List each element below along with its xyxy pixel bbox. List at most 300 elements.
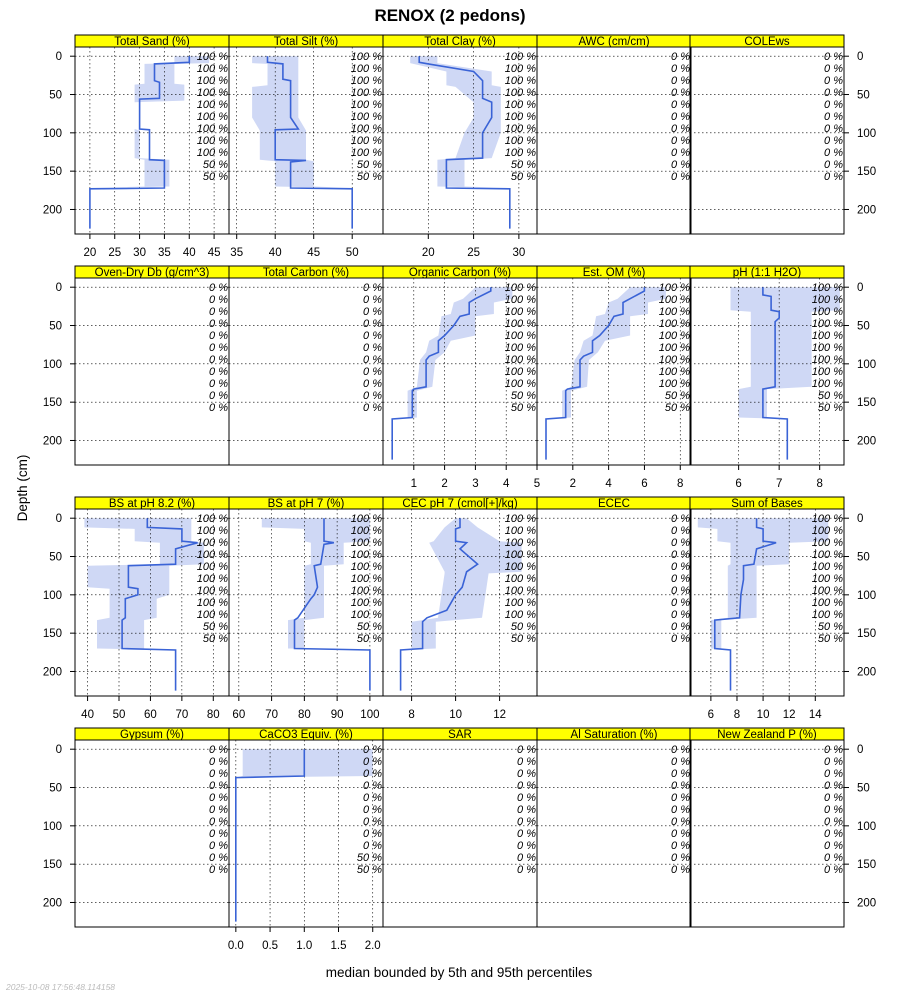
data-coverage-label: 50 % bbox=[664, 389, 690, 402]
data-coverage-label: 100 % bbox=[811, 282, 843, 295]
panel-frame bbox=[537, 740, 691, 927]
x-tick-label: 60 bbox=[144, 709, 157, 721]
panel-7 bbox=[229, 266, 383, 465]
x-tick-label: 30 bbox=[512, 247, 526, 259]
data-coverage-label: 50 % bbox=[817, 632, 843, 645]
y-tick-label: 200 bbox=[857, 435, 877, 448]
y-tick-label: 0 bbox=[857, 51, 864, 64]
panel-strip-label: Gypsum (%) bbox=[120, 729, 184, 741]
data-coverage-label: 0 % bbox=[824, 158, 843, 171]
panel-strip-label: Total Carbon (%) bbox=[262, 267, 350, 279]
data-coverage-label: 100 % bbox=[196, 525, 228, 538]
data-coverage-label: 100 % bbox=[658, 341, 690, 354]
data-coverage-label: 0 % bbox=[209, 744, 228, 757]
data-coverage-label: 0 % bbox=[517, 756, 536, 769]
data-coverage-label: 100 % bbox=[350, 51, 382, 64]
x-tick-label: 10 bbox=[756, 709, 770, 721]
y-tick-label: 200 bbox=[42, 435, 62, 448]
x-tick-label: 35 bbox=[230, 247, 244, 259]
y-tick-label: 200 bbox=[42, 204, 62, 217]
panel-strip-label: Est. OM (%) bbox=[582, 267, 646, 279]
panel-frame bbox=[75, 740, 229, 927]
data-coverage-label: 0 % bbox=[824, 851, 843, 864]
x-tick-label: 8 bbox=[733, 709, 741, 721]
panel-18 bbox=[383, 728, 537, 927]
y-tick-label: 150 bbox=[42, 628, 62, 641]
percentile-band bbox=[546, 287, 666, 459]
y-tick-label: 200 bbox=[857, 666, 877, 679]
panel-frame bbox=[229, 278, 383, 465]
panel-15 bbox=[690, 497, 876, 721]
data-coverage-label: 100 % bbox=[658, 365, 690, 378]
data-coverage-label: 100 % bbox=[504, 87, 536, 100]
data-coverage-label: 100 % bbox=[504, 537, 536, 550]
data-coverage-label: 100 % bbox=[350, 525, 382, 538]
data-coverage-label: 0 % bbox=[209, 330, 228, 343]
data-coverage-label: 100 % bbox=[811, 537, 843, 550]
panel-frame bbox=[537, 509, 691, 696]
data-coverage-label: 100 % bbox=[350, 513, 382, 526]
data-coverage-label: 100 % bbox=[658, 377, 690, 390]
timestamp: 2025-10-08 17:56:48.114158 bbox=[6, 982, 116, 992]
x-tick-label: 80 bbox=[297, 709, 311, 721]
data-coverage-label: 100 % bbox=[504, 365, 536, 378]
y-tick-label: 50 bbox=[49, 320, 62, 333]
data-coverage-label: 0 % bbox=[671, 756, 690, 769]
data-coverage-label: 100 % bbox=[196, 596, 228, 609]
data-coverage-label: 0 % bbox=[824, 744, 843, 757]
data-coverage-label: 100 % bbox=[350, 561, 382, 574]
data-coverage-label: 100 % bbox=[811, 330, 843, 343]
data-coverage-label: 100 % bbox=[504, 525, 536, 538]
panel-5 bbox=[690, 35, 876, 234]
data-coverage-label: 0 % bbox=[363, 365, 382, 378]
data-coverage-label: 0 % bbox=[671, 87, 690, 100]
data-coverage-label: 100 % bbox=[658, 282, 690, 295]
data-coverage-label: 0 % bbox=[363, 780, 382, 793]
data-coverage-label: 0 % bbox=[209, 827, 228, 840]
data-coverage-label: 100 % bbox=[196, 561, 228, 574]
data-coverage-label: 50 % bbox=[510, 158, 536, 171]
data-coverage-label: 0 % bbox=[517, 744, 536, 757]
data-coverage-label: 100 % bbox=[504, 353, 536, 366]
panel-12 bbox=[229, 497, 383, 721]
data-coverage-label: 100 % bbox=[196, 572, 228, 585]
data-coverage-label: 100 % bbox=[350, 99, 382, 112]
x-tick-label: 3 bbox=[472, 478, 479, 490]
data-coverage-label: 100 % bbox=[196, 584, 228, 597]
data-coverage-label: 100 % bbox=[811, 525, 843, 538]
data-coverage-label: 100 % bbox=[350, 110, 382, 123]
x-tick-label: 0.0 bbox=[227, 940, 244, 952]
y-tick-label: 200 bbox=[42, 666, 62, 679]
data-coverage-label: 50 % bbox=[356, 620, 382, 633]
data-coverage-label: 0 % bbox=[209, 780, 228, 793]
panel-strip-label: BS at pH 8.2 (%) bbox=[108, 498, 196, 510]
data-coverage-label: 0 % bbox=[671, 63, 690, 76]
data-coverage-label: 100 % bbox=[350, 537, 382, 550]
x-tick-label: 20 bbox=[421, 247, 435, 259]
data-coverage-label: 0 % bbox=[209, 365, 228, 378]
data-coverage-label: 0 % bbox=[209, 768, 228, 781]
x-tick-label: 10 bbox=[449, 709, 462, 721]
data-coverage-label: 0 % bbox=[209, 294, 228, 307]
data-coverage-label: 0 % bbox=[209, 377, 228, 390]
data-coverage-label: 0 % bbox=[517, 792, 536, 805]
x-tick-label: 8 bbox=[408, 709, 415, 721]
x-tick-label: 80 bbox=[206, 709, 220, 721]
data-coverage-label: 0 % bbox=[824, 99, 843, 112]
x-tick-label: 25 bbox=[467, 247, 480, 259]
data-coverage-label: 50 % bbox=[356, 851, 382, 864]
y-tick-label: 100 bbox=[42, 358, 62, 371]
data-coverage-label: 0 % bbox=[671, 620, 690, 633]
data-coverage-label: 100 % bbox=[504, 282, 536, 295]
data-coverage-label: 100 % bbox=[811, 294, 843, 307]
data-coverage-label: 0 % bbox=[824, 839, 843, 852]
y-tick-label: 150 bbox=[857, 166, 877, 179]
x-tick-label: 20 bbox=[83, 247, 97, 259]
data-coverage-label: 100 % bbox=[350, 122, 382, 135]
data-coverage-label: 100 % bbox=[658, 353, 690, 366]
y-tick-label: 0 bbox=[55, 513, 62, 526]
data-coverage-label: 100 % bbox=[504, 513, 536, 526]
data-coverage-label: 0 % bbox=[824, 780, 843, 793]
data-coverage-label: 0 % bbox=[671, 584, 690, 597]
data-coverage-label: 0 % bbox=[517, 780, 536, 793]
data-coverage-label: 0 % bbox=[824, 792, 843, 805]
y-tick-label: 100 bbox=[42, 589, 62, 602]
data-coverage-label: 0 % bbox=[517, 863, 536, 876]
data-coverage-label: 50 % bbox=[510, 401, 536, 414]
data-coverage-label: 0 % bbox=[824, 87, 843, 100]
x-tick-label: 30 bbox=[133, 247, 146, 259]
x-tick-label: 8 bbox=[677, 478, 684, 490]
y-tick-label: 200 bbox=[857, 204, 877, 217]
x-tick-label: 70 bbox=[175, 709, 189, 721]
x-tick-label: 35 bbox=[158, 247, 171, 259]
y-tick-label: 0 bbox=[857, 513, 864, 526]
data-coverage-label: 0 % bbox=[671, 122, 690, 135]
x-axis-label: median bounded by 5th and 95th percentiles bbox=[325, 965, 593, 980]
data-coverage-label: 0 % bbox=[209, 815, 228, 828]
panel-4 bbox=[537, 35, 691, 234]
panel-10 bbox=[690, 266, 876, 490]
x-tick-label: 100 bbox=[360, 709, 380, 721]
data-coverage-label: 0 % bbox=[363, 839, 382, 852]
data-coverage-label: 0 % bbox=[671, 110, 690, 123]
panel-strip-label: Oven-Dry Db (g/cm^3) bbox=[94, 267, 210, 279]
percentile-band bbox=[698, 518, 829, 690]
data-coverage-label: 0 % bbox=[209, 863, 228, 876]
x-tick-label: 5 bbox=[533, 478, 541, 490]
x-tick-label: 12 bbox=[782, 709, 796, 721]
data-coverage-label: 100 % bbox=[504, 549, 536, 562]
data-coverage-label: 50 % bbox=[817, 389, 843, 402]
data-coverage-label: 50 % bbox=[510, 170, 536, 183]
x-tick-label: 45 bbox=[307, 247, 321, 259]
data-coverage-label: 0 % bbox=[671, 158, 690, 171]
y-tick-label: 100 bbox=[42, 820, 62, 833]
data-coverage-label: 0 % bbox=[824, 75, 843, 88]
y-tick-label: 0 bbox=[55, 51, 62, 64]
data-coverage-label: 0 % bbox=[517, 803, 536, 816]
panel-strip-label: AWC (cm/cm) bbox=[578, 36, 650, 48]
data-coverage-label: 100 % bbox=[811, 596, 843, 609]
panel-strip-label: Total Silt (%) bbox=[273, 36, 339, 48]
panel-6 bbox=[43, 266, 229, 465]
data-coverage-label: 100 % bbox=[196, 146, 228, 159]
data-coverage-label: 0 % bbox=[671, 51, 690, 64]
data-coverage-label: 0 % bbox=[824, 51, 843, 64]
data-coverage-label: 50 % bbox=[202, 158, 228, 171]
percentile-band bbox=[252, 56, 352, 228]
data-coverage-label: 0 % bbox=[671, 792, 690, 805]
data-coverage-label: 0 % bbox=[517, 815, 536, 828]
data-coverage-label: 0 % bbox=[824, 827, 843, 840]
data-coverage-label: 100 % bbox=[196, 134, 228, 147]
panel-strip-label: Sum of Bases bbox=[731, 498, 803, 510]
data-coverage-label: 100 % bbox=[504, 99, 536, 112]
data-coverage-label: 100 % bbox=[504, 318, 536, 331]
data-coverage-label: 100 % bbox=[196, 75, 228, 88]
data-coverage-label: 100 % bbox=[350, 608, 382, 621]
data-coverage-label: 100 % bbox=[658, 306, 690, 319]
data-coverage-label: 0 % bbox=[671, 863, 690, 876]
panel-16 bbox=[43, 728, 229, 927]
data-coverage-label: 100 % bbox=[196, 608, 228, 621]
data-coverage-label: 100 % bbox=[504, 596, 536, 609]
data-coverage-label: 100 % bbox=[811, 608, 843, 621]
x-tick-label: 1 bbox=[410, 478, 418, 490]
x-tick-label: 12 bbox=[493, 709, 506, 721]
x-tick-label: 2 bbox=[569, 478, 577, 490]
data-coverage-label: 100 % bbox=[811, 341, 843, 354]
data-coverage-label: 0 % bbox=[517, 839, 536, 852]
data-coverage-label: 100 % bbox=[504, 75, 536, 88]
data-coverage-label: 100 % bbox=[350, 572, 382, 585]
data-coverage-label: 100 % bbox=[350, 584, 382, 597]
data-coverage-label: 0 % bbox=[363, 341, 382, 354]
data-coverage-label: 0 % bbox=[363, 827, 382, 840]
data-coverage-label: 100 % bbox=[811, 365, 843, 378]
data-coverage-label: 0 % bbox=[363, 768, 382, 781]
y-tick-label: 50 bbox=[857, 551, 870, 564]
data-coverage-label: 100 % bbox=[196, 51, 228, 64]
data-coverage-label: 50 % bbox=[202, 620, 228, 633]
data-coverage-label: 100 % bbox=[811, 549, 843, 562]
data-coverage-label: 0 % bbox=[209, 318, 228, 331]
data-coverage-label: 0 % bbox=[209, 839, 228, 852]
x-tick-label: 40 bbox=[268, 247, 282, 259]
data-coverage-label: 50 % bbox=[202, 170, 228, 183]
data-coverage-label: 100 % bbox=[196, 122, 228, 135]
panel-strip-label: COLEws bbox=[744, 36, 790, 48]
data-coverage-label: 100 % bbox=[504, 63, 536, 76]
panel-17 bbox=[228, 728, 383, 952]
data-coverage-label: 0 % bbox=[209, 851, 228, 864]
x-tick-label: 25 bbox=[108, 247, 122, 259]
data-coverage-label: 0 % bbox=[671, 146, 690, 159]
data-coverage-label: 100 % bbox=[811, 353, 843, 366]
y-tick-label: 0 bbox=[857, 282, 864, 295]
x-tick-label: 0.5 bbox=[262, 940, 279, 952]
data-coverage-label: 100 % bbox=[350, 63, 382, 76]
data-coverage-label: 0 % bbox=[824, 146, 843, 159]
panel-3 bbox=[383, 35, 537, 259]
data-coverage-label: 100 % bbox=[504, 134, 536, 147]
data-coverage-label: 0 % bbox=[671, 780, 690, 793]
data-coverage-label: 0 % bbox=[671, 827, 690, 840]
data-coverage-label: 100 % bbox=[196, 63, 228, 76]
data-coverage-label: 0 % bbox=[824, 134, 843, 147]
data-coverage-label: 100 % bbox=[196, 87, 228, 100]
y-tick-label: 200 bbox=[857, 897, 877, 910]
y-tick-label: 150 bbox=[42, 859, 62, 872]
y-tick-label: 50 bbox=[857, 782, 870, 795]
panel-11 bbox=[43, 497, 229, 721]
chart-title: RENOX (2 pedons) bbox=[374, 6, 526, 25]
data-coverage-label: 100 % bbox=[811, 377, 843, 390]
x-tick-label: 8 bbox=[816, 478, 823, 490]
panel-frame bbox=[690, 740, 844, 927]
data-coverage-label: 0 % bbox=[824, 815, 843, 828]
data-coverage-label: 0 % bbox=[209, 756, 228, 769]
data-coverage-label: 50 % bbox=[817, 620, 843, 633]
panel-14 bbox=[537, 497, 691, 696]
percentile-band bbox=[401, 518, 522, 690]
data-coverage-label: 50 % bbox=[510, 389, 536, 402]
data-coverage-label: 0 % bbox=[363, 330, 382, 343]
percentile-band bbox=[392, 287, 512, 459]
y-tick-label: 100 bbox=[857, 589, 877, 602]
data-coverage-label: 0 % bbox=[671, 744, 690, 757]
panel-strip-label: SAR bbox=[448, 729, 472, 741]
data-coverage-label: 0 % bbox=[671, 170, 690, 183]
data-coverage-label: 0 % bbox=[671, 596, 690, 609]
panel-1 bbox=[43, 35, 229, 259]
data-coverage-label: 100 % bbox=[658, 294, 690, 307]
data-coverage-label: 0 % bbox=[824, 122, 843, 135]
panel-strip-label: Total Sand (%) bbox=[114, 36, 190, 48]
data-coverage-label: 50 % bbox=[664, 401, 690, 414]
panel-frame bbox=[75, 278, 229, 465]
data-coverage-label: 100 % bbox=[350, 134, 382, 147]
data-coverage-label: 0 % bbox=[209, 341, 228, 354]
data-coverage-label: 0 % bbox=[671, 632, 690, 645]
data-coverage-label: 0 % bbox=[824, 768, 843, 781]
data-coverage-label: 50 % bbox=[202, 632, 228, 645]
data-coverage-label: 0 % bbox=[209, 803, 228, 816]
data-coverage-label: 100 % bbox=[658, 330, 690, 343]
panel-9 bbox=[537, 266, 691, 490]
x-tick-label: 50 bbox=[112, 709, 126, 721]
data-coverage-label: 0 % bbox=[363, 803, 382, 816]
y-axis-label: Depth (cm) bbox=[15, 454, 30, 522]
panel-20 bbox=[690, 728, 876, 927]
data-coverage-label: 0 % bbox=[671, 525, 690, 538]
data-coverage-label: 0 % bbox=[363, 744, 382, 757]
data-coverage-label: 100 % bbox=[504, 330, 536, 343]
data-coverage-label: 0 % bbox=[671, 75, 690, 88]
x-tick-label: 2.0 bbox=[364, 940, 381, 952]
data-coverage-label: 0 % bbox=[209, 282, 228, 295]
data-coverage-label: 0 % bbox=[671, 134, 690, 147]
x-tick-label: 2 bbox=[441, 478, 448, 490]
panel-strip-label: Organic Carbon (%) bbox=[408, 267, 512, 279]
x-tick-label: 4 bbox=[605, 478, 612, 490]
data-coverage-label: 100 % bbox=[350, 549, 382, 562]
data-coverage-label: 100 % bbox=[504, 294, 536, 307]
data-coverage-label: 100 % bbox=[196, 549, 228, 562]
data-coverage-label: 100 % bbox=[350, 146, 382, 159]
y-tick-label: 100 bbox=[857, 820, 877, 833]
y-tick-label: 150 bbox=[42, 166, 62, 179]
data-coverage-label: 100 % bbox=[811, 513, 843, 526]
data-coverage-label: 100 % bbox=[811, 318, 843, 331]
data-coverage-label: 0 % bbox=[671, 561, 690, 574]
data-coverage-label: 100 % bbox=[504, 584, 536, 597]
panel-strip-label: ECEC bbox=[598, 498, 630, 510]
x-tick-label: 50 bbox=[345, 247, 359, 259]
data-coverage-label: 0 % bbox=[824, 863, 843, 876]
x-tick-label: 14 bbox=[808, 709, 822, 721]
percentile-band bbox=[84, 518, 203, 690]
data-coverage-label: 0 % bbox=[671, 549, 690, 562]
data-coverage-label: 0 % bbox=[363, 401, 382, 414]
data-coverage-label: 0 % bbox=[671, 768, 690, 781]
data-coverage-label: 100 % bbox=[504, 572, 536, 585]
data-coverage-label: 100 % bbox=[504, 561, 536, 574]
y-tick-label: 100 bbox=[42, 127, 62, 140]
x-tick-label: 7 bbox=[775, 478, 783, 490]
panel-19 bbox=[537, 728, 691, 927]
data-coverage-label: 0 % bbox=[671, 537, 690, 550]
x-tick-label: 40 bbox=[182, 247, 196, 259]
data-coverage-label: 0 % bbox=[363, 815, 382, 828]
data-coverage-label: 100 % bbox=[504, 377, 536, 390]
x-tick-label: 70 bbox=[265, 709, 278, 721]
data-coverage-label: 100 % bbox=[196, 110, 228, 123]
panel-strip-label: pH (1:1 H2O) bbox=[732, 267, 802, 279]
data-coverage-label: 0 % bbox=[363, 792, 382, 805]
data-coverage-label: 100 % bbox=[504, 110, 536, 123]
data-coverage-label: 50 % bbox=[356, 170, 382, 183]
data-coverage-label: 50 % bbox=[356, 632, 382, 645]
data-coverage-label: 100 % bbox=[504, 608, 536, 621]
data-coverage-label: 50 % bbox=[356, 863, 382, 876]
data-coverage-label: 100 % bbox=[350, 596, 382, 609]
data-coverage-label: 100 % bbox=[504, 122, 536, 135]
percentile-band bbox=[410, 56, 510, 228]
data-coverage-label: 100 % bbox=[350, 75, 382, 88]
x-tick-label: 6 bbox=[641, 478, 648, 490]
data-coverage-label: 0 % bbox=[209, 306, 228, 319]
panel-strip-label: CEC pH 7 (cmol[+]/kg) bbox=[402, 498, 518, 510]
y-tick-label: 100 bbox=[857, 127, 877, 140]
data-coverage-label: 0 % bbox=[671, 839, 690, 852]
x-tick-label: 90 bbox=[330, 709, 344, 721]
data-coverage-label: 0 % bbox=[824, 110, 843, 123]
x-tick-label: 45 bbox=[207, 247, 221, 259]
panel-2 bbox=[229, 35, 383, 259]
data-coverage-label: 0 % bbox=[363, 318, 382, 331]
data-coverage-label: 50 % bbox=[510, 620, 536, 633]
data-coverage-label: 50 % bbox=[817, 401, 843, 414]
data-coverage-label: 0 % bbox=[517, 851, 536, 864]
y-tick-label: 50 bbox=[49, 782, 62, 795]
panel-grid bbox=[43, 35, 876, 952]
